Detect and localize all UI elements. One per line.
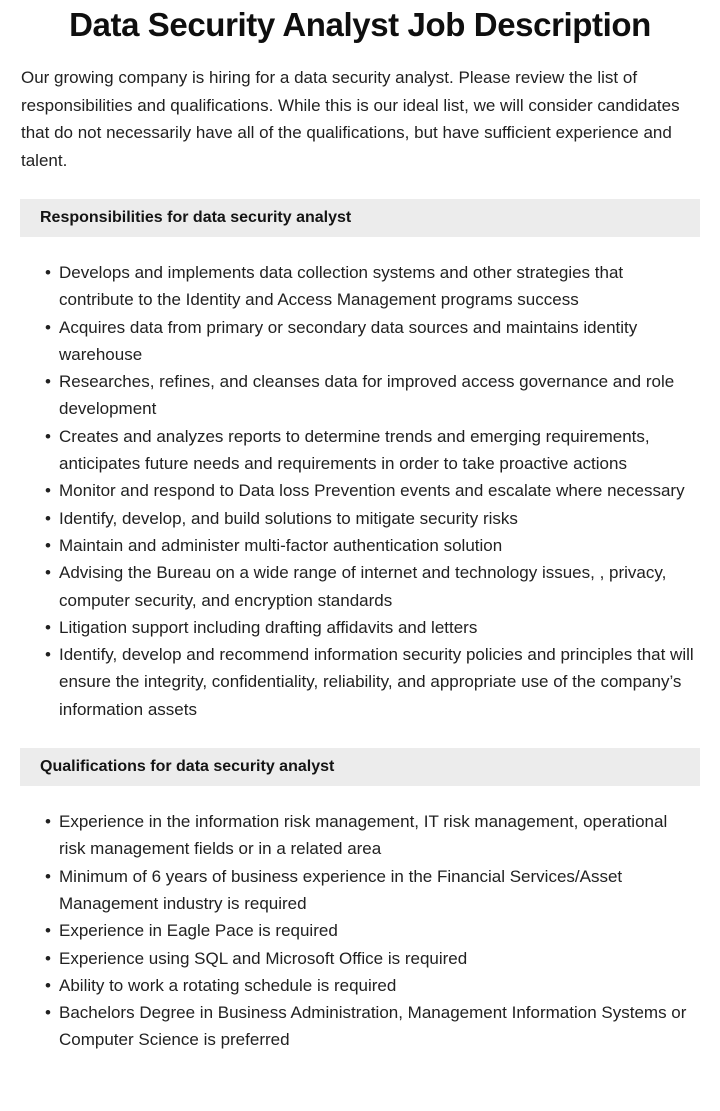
qualifications-list [0, 786, 720, 1054]
list-item: • Identify, develop, and build solutions to mitigate security risks [45, 505, 698, 532]
list-item: • Minimum of 6 years of business experience in the Financial Services/Asset Management industry is required [45, 863, 698, 918]
list-item: • Experience using SQL and Microsoft Office is required [45, 945, 698, 972]
list-item: • Acquires data from primary or secondary data sources and maintains identity warehouse [45, 314, 698, 369]
list-item: • Experience in Eagle Pace is required [45, 917, 698, 944]
section-header-qualifications-label: Qualifications for data security analyst [40, 758, 335, 776]
list-item: • Researches, refines, and cleanses data for improved access governance and role development [45, 368, 698, 423]
section-header-qualifications [20, 748, 700, 786]
list-item: • Ability to work a rotating schedule is required [45, 972, 698, 999]
section-header-responsibilities [20, 199, 700, 237]
list-item: • Maintain and administer multi-factor authentication solution [45, 532, 698, 559]
list-item: • Identify, develop and recommend information security policies and principles that will ensure the integrity, confidentiality, reliability, and appropriate use of the company’s information assets [45, 641, 698, 723]
list-item: • Experience in the information risk management, IT risk management, operational risk management fields or in a related area [45, 808, 698, 863]
intro-paragraph: Our growing company is hiring for a data security analyst. Please review the list of responsibilities and qualifications. While this is our ideal list, we will consider candidates that do not necessarily have all of the qualifications, but have sufficient experience and talent. [21, 68, 680, 170]
list-item: • Advising the Bureau on a wide range of internet and technology issues, , privacy, computer security, and encryption standards [45, 559, 698, 614]
section-header-responsibilities-label: Responsibilities for data security analyst [40, 209, 352, 226]
responsibilities-list [0, 237, 720, 723]
list-item: • Creates and analyzes reports to determine trends and emerging requirements, anticipates future needs and requirements in order to take proactive actions [45, 423, 698, 478]
list-item: • Bachelors Degree in Business Administration, Management Information Systems or Computer Science is preferred [45, 999, 698, 1054]
list-item: • Develops and implements data collection systems and other strategies that contribute to the Identity and Access Management programs success [45, 259, 698, 314]
page-title: Data Security Analyst Job Description [69, 6, 651, 43]
list-item: • Litigation support including drafting affidavits and letters [45, 614, 698, 641]
list-item: • Monitor and respond to Data loss Prevention events and escalate where necessary [45, 477, 698, 504]
